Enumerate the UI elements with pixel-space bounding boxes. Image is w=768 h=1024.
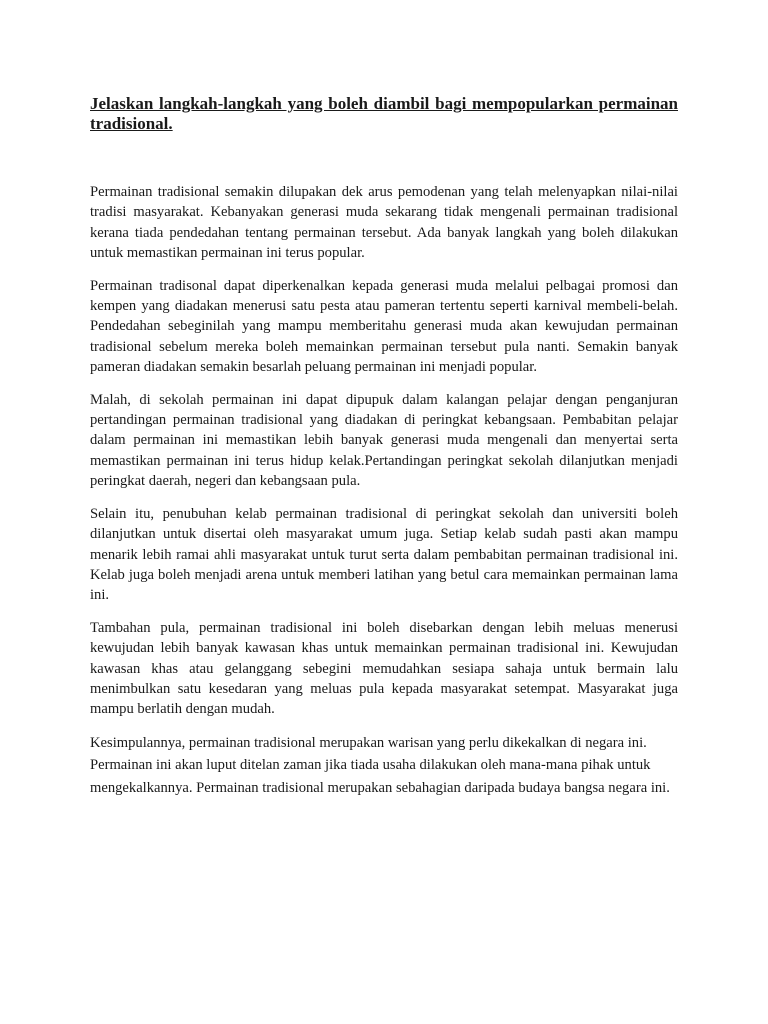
paragraph-school-competition: Malah, di sekolah permainan ini dapat dipupuk dalam kalangan pelajar dengan penganjuran pertandingan permainan tradisional yang diadakan di peringkat kebangsaan. Pembabitan pelajar dalam permainan ini memastikan lebih banyak generasi muda mengenali dan menyertai serta memastikan permainan ini terus hidup kelak.Pertandingan peringkat sekolah dilanjutkan menjadi peringkat daerah, negeri dan kebangsaan pula.	[90, 391, 678, 490]
paragraph-special-area: Tambahan pula, permainan tradisional ini boleh disebarkan dengan lebih meluas menerusi kewujudan lebih banyak kawasan khas untuk memainkan permainan tradisional ini. Kewujudan kawasan khas atau gelanggang sebegini memudahkan sesiapa sahaja untuk bermain lalu menimbulkan satu kesedaran yang meluas pula kepada masyarakat setempat. Masyarakat juga mampu berlatih dengan mudah.	[90, 619, 678, 718]
paragraph-introduction: Permainan tradisional semakin dilupakan dek arus pemodenan yang telah melenyapkan nilai-nilai tradisi masyarakat. Kebanyakan generasi muda sekarang tidak mengenali permainan tradisional kerana tiada pendedahan tentang permainan tersebut. Ada banyak langkah yang boleh dilakukan untuk memastikan permainan ini terus popular.	[90, 184, 678, 262]
document-title: Jelaskan langkah-langkah yang boleh diambil bagi mempopularkan permainan tradisional.	[90, 94, 678, 133]
paragraph-club: Selain itu, penubuhan kelab permainan tradisional di peringkat sekolah dan universiti boleh dilanjutkan untuk disertai oleh masyarakat umum juga. Setiap kelab sudah pasti akan mampu menarik lebih ramai ahli masyarakat untuk turut serta dalam pembabitan permainan tradisional ini. Kelab juga boleh menjadi arena untuk memberi latihan yang betul cara memainkan permainan lama ini.	[90, 505, 678, 604]
document-page	[90, 94, 678, 811]
paragraph-promotion: Permainan tradisonal dapat diperkenalkan kepada generasi muda melalui pelbagai promosi dan kempen yang diadakan menerusi satu pesta atau pameran tertentu seperti karnival membeli-belah. Pendedahan sebeginilah yang mampu memberitahu generasi muda akan kewujudan permainan tradisional sebelum mereka boleh memainkan permainan tersebut pula nanti. Semakin banyak pameran diadakan semakin besarlah peluang permainan ini menjadi popular.	[90, 277, 678, 376]
paragraph-conclusion: Kesimpulannya, permainan tradisional merupakan warisan yang perlu dikekalkan di negara ini. Permainan ini akan luput ditelan zaman jika tiada usaha dilakukan oleh mana-mana pihak untuk mengekalkannya. Permainan tradisional merupakan sebahagian daripada budaya bangsa negara ini.	[90, 734, 670, 796]
